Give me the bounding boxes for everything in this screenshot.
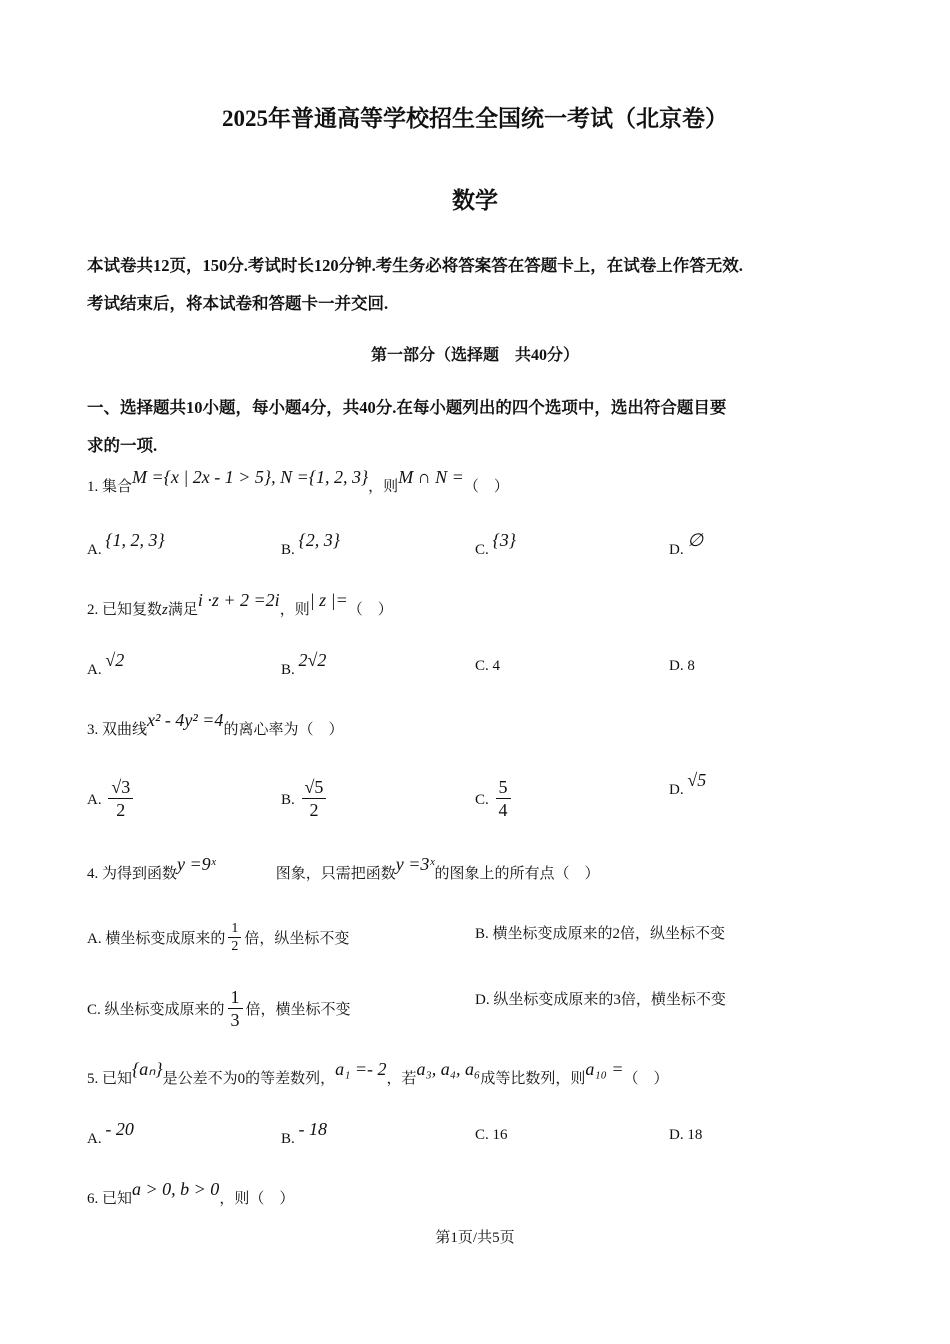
question-4-option-C [87,988,351,1033]
text-segment: （ ） [347,602,393,618]
fraction [108,776,133,821]
math-expression: a > 0, b > 0 [132,1179,220,1199]
text-segment: （ ） [623,1071,669,1087]
math-expression: √5 [687,770,707,790]
text-segment: 倍，横坐标不变 [245,1001,351,1018]
text-segment: 6. 已知 [87,1191,133,1207]
denominator: 2 [116,800,126,820]
text-segment: （ ） [463,479,509,495]
math-expression: ∅ [687,530,704,550]
question-5-option-C [475,1127,508,1144]
text-segment: C. [475,791,493,808]
question-5-stem [87,1059,669,1088]
question-2-stem [87,590,393,619]
text-segment: B. 横坐标变成原来的2倍，纵坐标不变 [475,926,726,942]
math-expression: {1, 2, 3} [105,530,165,550]
text-segment: 4. 为得到函数 [87,866,178,882]
numerator: 5 [496,776,511,799]
text-segment: D. 18 [669,1127,703,1143]
text-segment: B. [281,1131,299,1147]
fraction [228,986,243,1031]
question-5-option-B [281,1119,328,1148]
text-segment: 3. 双曲线 [87,722,148,738]
math-expression: i ·z + 2 =2i [197,590,280,610]
math-expression: {3} [492,530,516,550]
question-4-option-A [87,922,349,957]
math-expression: 2√2 [298,650,327,670]
text-segment: C. [475,542,493,558]
question-1-option-B [281,530,340,559]
exam-title: 2025年普通高等学校招生全国统一考试（北京卷） [222,106,728,131]
text-segment: D. 8 [669,658,695,674]
text-segment: C. 4 [475,658,501,674]
math-expression: - 20 [105,1119,134,1139]
math-expression: y =3ˣ [395,854,435,874]
math-expression: a₃, a₄, a₆ [416,1059,481,1079]
math-expression: x² - 4y² =4 [147,710,224,730]
text-segment: A. [87,791,106,808]
denominator: 2 [231,939,239,954]
math-expression: M ∩ N = [398,467,464,487]
text-segment: 成等比数列，则 [480,1071,586,1087]
text-segment: ，则（ ） [219,1191,295,1207]
instructions-line-1: 本试卷共12页，150分.考试时长120分钟.考生务必将答案答在答题卡上，在试卷上作答无效. [87,256,743,275]
numerator: 1 [228,920,241,938]
instructions-line-2: 考试结束后，将本试卷和答题卡一并交回. [87,294,389,313]
numerator: 1 [228,986,243,1009]
question-3-stem [87,710,344,739]
question-2-option-A [87,650,125,679]
text-segment: A. [87,662,106,678]
text-segment: B. [281,662,299,678]
question-2-option-C [475,658,500,675]
numerator: √3 [108,776,133,799]
question-1-option-A [87,530,165,559]
text-segment: 倍，纵坐标不变 [244,930,350,947]
math-expression: a₁ =- 2 [335,1059,387,1079]
text-segment: A. [87,1131,106,1147]
text-segment: 的图象上的所有点（ ） [434,866,600,882]
section-intro-line-2: 求的一项. [87,436,158,455]
question-3-option-C [475,778,514,823]
text-segment: C. 纵坐标变成原来的 [87,1001,225,1018]
question-3-option-A [87,778,136,823]
question-6-stem [87,1179,295,1208]
math-expression: {2, 3} [298,530,340,550]
text-segment: 的离心率为（ ） [223,722,344,738]
text-segment: 满足 [167,602,198,618]
math-expression: {aₙ} [132,1059,163,1079]
section-intro-line-1: 一、选择题共10小题，每小题4分，共40分.在每小题列出的四个选项中，选出符合题目要 [87,398,727,417]
question-2-option-D [669,658,695,675]
text-segment: C. 16 [475,1127,508,1143]
question-4-option-D [475,988,726,1009]
text-segment: B. [281,542,299,558]
question-1-option-D [669,530,704,559]
text-segment: 是公差不为0的等差数列， [162,1071,336,1087]
question-1-option-C [475,530,516,559]
math-expression: y =9ˣ [177,854,216,874]
fraction [496,776,511,821]
math-expression: - 18 [298,1119,328,1139]
page-footer: 第1页/共5页 [435,1230,515,1246]
question-2-option-B [281,650,327,679]
fraction [302,776,327,821]
text-segment: 2. 已知复数 [87,602,163,618]
question-4-stem [87,854,600,883]
math-variable: z [162,602,168,618]
text-segment: A. [87,542,106,558]
subject-title: 数学 [452,188,498,213]
denominator: 4 [498,800,508,820]
question-3-option-B [281,778,329,823]
text-segment: 1. 集合 [87,479,133,495]
text-segment: ，若 [386,1071,417,1087]
math-expression: | z |= [309,590,348,610]
text-segment: ，则 [279,602,310,618]
math-expression: a₁₀ = [585,1059,624,1079]
text-segment: A. 横坐标变成原来的 [87,930,226,947]
part-title: 第一部分（选择题 共40分） [370,347,579,364]
text-segment: ，则 [368,479,399,495]
text-segment: B. [281,791,299,808]
question-1-stem [87,467,509,496]
numerator: √5 [302,776,327,799]
text-segment: D. 纵坐标变成原来的3倍，横坐标不变 [475,992,726,1008]
math-expression: √2 [105,650,125,670]
question-3-option-D [669,770,707,799]
text-segment: 5. 已知 [87,1071,133,1087]
denominator: 3 [230,1010,240,1030]
question-5-option-A [87,1119,134,1148]
text-segment: D. [669,782,688,798]
question-5-option-D [669,1127,702,1144]
text-segment: D. [669,542,688,558]
math-expression: M ={x | 2x - 1 > 5}, N ={1, 2, 3} [132,467,369,487]
text-segment: 图象，只需把函数 [215,866,396,882]
fraction [228,920,241,955]
question-4-option-B [475,922,725,943]
denominator: 2 [309,800,319,820]
